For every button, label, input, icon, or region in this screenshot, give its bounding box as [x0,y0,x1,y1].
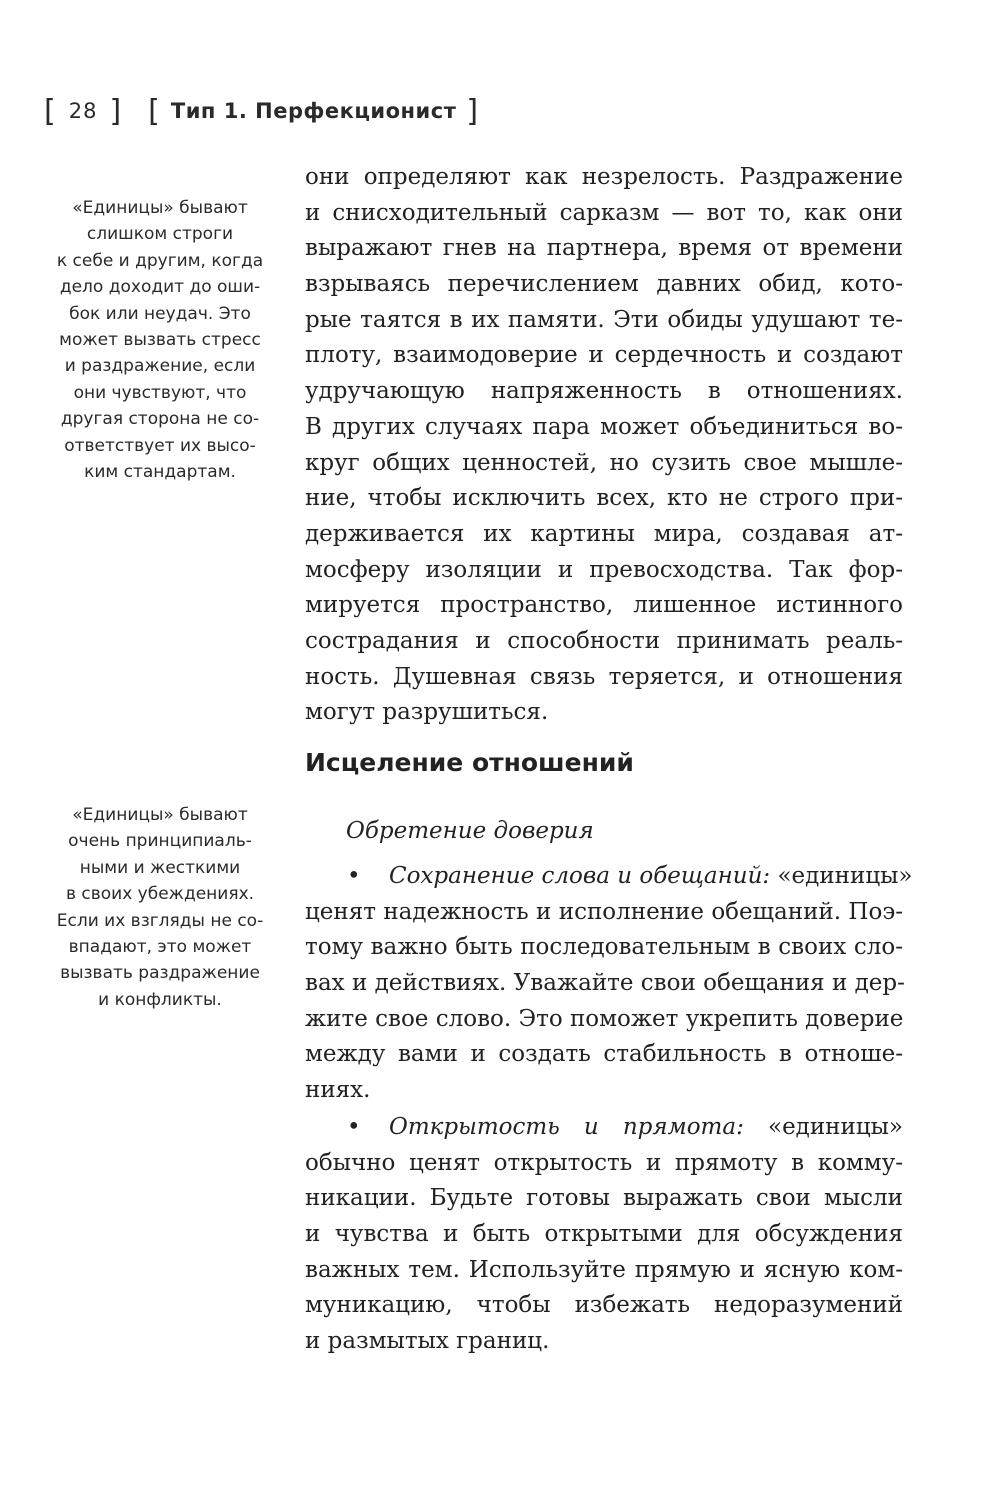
note-line: очень принципиаль- [68,831,252,852]
bullet-first-rest: «единицы» [770,863,913,889]
text-line: и размытых границ. [305,1328,550,1355]
text-line: держивается их картины мира, создавая ат- [305,520,903,547]
bullet-item-1 [305,859,913,1109]
note-line: и раздражение, если [64,356,256,377]
bullet-icon: • [347,1114,361,1140]
note-line: бок или неудач. Это [69,303,251,324]
text-line: удручающую напряженность в отношениях. [305,378,903,405]
note-line: они чувствуют, что [73,382,247,403]
text-line: мосферу изоляции и превосходства. Так фор- [305,556,903,583]
note-line: может вызвать стресс [59,330,261,351]
text-line: важных тем. Используйте прямую и ясную ком- [305,1256,903,1283]
bullet-term: Сохранение слова и обещаний: [389,863,771,889]
note-line: вызвать раздражение [60,963,260,984]
note-line: слишком строги [86,224,234,245]
text-line: и снисходительный сарказм — вот то, как они [305,199,903,226]
note-line: впадают, это может [68,937,252,958]
text-line: могут разрушиться. [305,699,549,726]
bracket-close: ] [466,94,480,129]
running-head [44,94,479,129]
text-line: взрываясь перечислением давних обид, кото- [305,271,903,298]
note-line: в своих убеждениях. [65,884,255,905]
chapter-title: Тип 1. Перфекционист [170,99,457,123]
text-line: сострадания и способности принимать реаль- [305,627,903,654]
margin-note-2 [42,802,278,1013]
note-line: и конфликты. [98,989,222,1010]
text-line: мируется пространство, лишенное истинного [305,592,903,619]
note-line: ответствует их высо- [64,435,256,456]
section-heading: Исцеление отношений [305,748,634,777]
text-line: и чувства и быть открытыми для обсуждения [305,1221,903,1248]
text-line: никации. Будьте готовы выражать свои мысли [305,1185,903,1212]
text-line: В других случаях пара может объединиться во- [305,413,903,440]
text-line: круг общих ценностей, но сузить свое мышле- [305,449,903,476]
margin-note-1 [42,195,278,485]
text-line: выражают гнев на партнера, время от времени [305,235,903,262]
text-line: ниях. [305,1077,371,1104]
text-line: между вами и создать стабильность в отноше- [305,1041,903,1068]
text-line: жите свое слово. Это поможет укрепить доверие [305,1005,904,1032]
text-line: муникацию, чтобы избежать недоразумений [305,1292,903,1319]
note-line: дело доходит до оши- [59,277,261,298]
text-line: они определяют как незрелость. Раздражение [305,164,903,190]
bullet-first-rest: «единицы» [743,1114,903,1140]
main-paragraph [305,160,903,731]
bullet-item-2 [305,1110,903,1360]
note-line: «Единицы» бывают [72,198,248,218]
bullet-first-line [305,1110,903,1146]
bullet-icon: • [347,863,361,889]
text-line: плоту, взаимодоверие и сердечность и создают [305,342,903,369]
bullet-term: Открытость и прямота: [389,1114,744,1140]
note-line: ким стандартам. [84,462,236,483]
page-number: 28 [68,99,98,123]
note-line: «Единицы» бывают [72,805,248,825]
subheading: Обретение доверия [346,818,594,844]
text-line: ние, чтобы исключить всех, кто не строго при- [305,485,903,512]
bracket-open: [ [44,94,57,129]
bracket-open: [ [148,94,161,129]
text-line: рые таятся в их памяти. Эти обиды удушают те- [305,306,903,333]
note-line: к себе и другим, когда [56,250,264,271]
text-line: обычно ценят открытость и прямоту в комму- [305,1149,903,1176]
bullet-first-line [305,859,913,895]
note-line: другая сторона не со- [60,409,260,430]
note-line: Если их взгляды не со- [56,910,264,931]
text-line: вах и действиях. Уважайте свои обещания и дер- [305,970,905,997]
note-line: ными и жесткими [79,857,241,878]
bracket-close: ] [109,94,123,129]
text-line: ность. Душевная связь теряется, и отношения [305,663,903,690]
text-line: ценят надежность и исполнение обещаний. Поэ- [305,898,903,925]
text-line: тому важно быть последовательным в своих сло- [305,934,903,961]
